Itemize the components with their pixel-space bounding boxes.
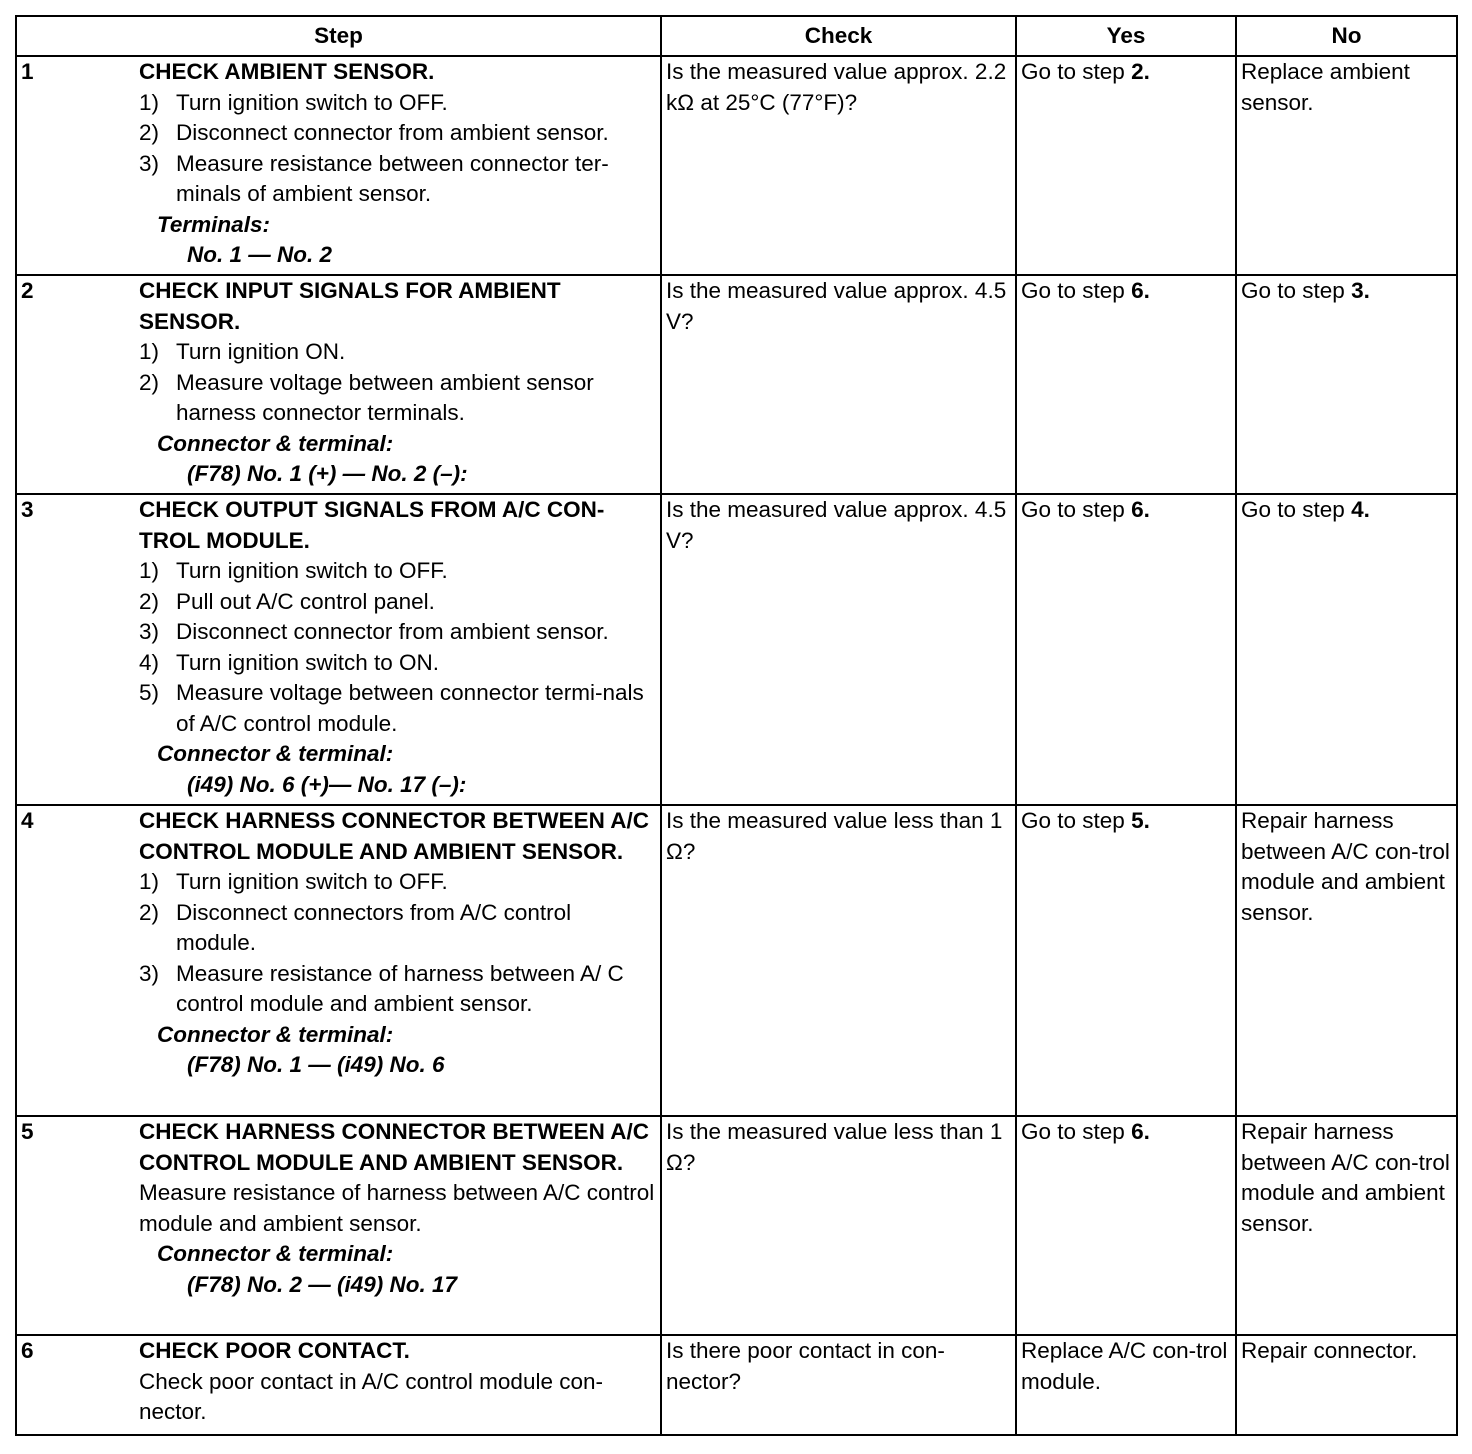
step-cell — [16, 494, 661, 805]
substep-item — [139, 867, 657, 898]
substep-number: 1) — [139, 558, 160, 583]
step-title: CHECK AMBIENT SENSOR. — [139, 59, 435, 84]
substep-number: 2) — [139, 369, 160, 395]
step-number: 5 — [21, 1119, 34, 1144]
yes-cell — [1016, 1335, 1236, 1435]
header-row — [16, 16, 1457, 56]
substep-item — [139, 959, 657, 1020]
terminal-value: (F78) No. 1 (+) — No. 2 (–): — [187, 461, 468, 486]
table-row — [16, 494, 1457, 805]
substep-item — [139, 368, 657, 429]
no-cell — [1236, 1116, 1457, 1335]
substep-number: 4) — [139, 649, 160, 675]
substep-text: Turn ignition ON. — [176, 339, 346, 364]
terminal-label: Connector & terminal: — [157, 430, 394, 456]
header-yes: Yes — [1016, 16, 1236, 56]
step-cell — [16, 1335, 661, 1435]
substep-number: 2) — [139, 120, 160, 145]
terminal-label: Connector & terminal: — [157, 1241, 394, 1266]
step-body — [139, 276, 657, 490]
step-body — [139, 1336, 657, 1428]
substep-list — [139, 556, 657, 739]
no-text: Repair harness between A/C con-trol module and ambient sensor. — [1241, 808, 1450, 925]
step-cell — [16, 1116, 661, 1335]
yes-step-number: 2. — [1131, 59, 1150, 84]
substep-text: Turn ignition switch to OFF. — [176, 89, 448, 115]
yes-cell — [1016, 805, 1236, 1116]
table-row — [16, 56, 1457, 275]
substep-text: Turn ignition switch to OFF. — [176, 558, 448, 583]
substep-text: Measure resistance of harness between A/ C control module and ambient sensor. — [176, 960, 624, 1016]
yes-cell — [1016, 494, 1236, 805]
header-check: Check — [661, 16, 1016, 56]
substep-text: Disconnect connector from ambient sensor. — [176, 120, 609, 145]
substep-number: 1) — [139, 339, 160, 364]
terminal-value: No. 1 — No. 2 — [187, 242, 333, 267]
yes-text: Go to step — [1021, 808, 1132, 833]
step-title: CHECK HARNESS CONNECTOR BETWEEN A/C CONTROL MODULE AND AMBIENT SENSOR. — [139, 1119, 650, 1175]
no-step-number: 3. — [1351, 278, 1370, 303]
substep-number: 2) — [139, 899, 160, 925]
substep-text: Turn ignition switch to ON. — [176, 649, 440, 675]
header-no: No — [1236, 16, 1457, 56]
terminal-label: Terminals: — [157, 211, 270, 237]
no-cell — [1236, 56, 1457, 275]
no-cell — [1236, 494, 1457, 805]
yes-cell — [1016, 56, 1236, 275]
substep-item — [139, 587, 657, 618]
yes-text: Go to step — [1021, 1119, 1132, 1144]
table-row — [16, 1116, 1457, 1335]
substep-list — [139, 867, 657, 1020]
check-cell: Is the measured value approx. 4.5 V? — [661, 494, 1016, 805]
terminal-label: Connector & terminal: — [157, 741, 394, 766]
substep-number: 3) — [139, 960, 160, 986]
no-text: Repair harness between A/C con-trol module and ambient sensor. — [1241, 1119, 1450, 1236]
yes-text: Go to step — [1021, 59, 1132, 84]
step-number: 3 — [21, 497, 34, 522]
substep-number: 3) — [139, 150, 160, 176]
terminal-label: Connector & terminal: — [157, 1021, 394, 1047]
substep-item — [139, 556, 657, 587]
terminal-value: (F78) No. 1 — (i49) No. 6 — [187, 1052, 445, 1077]
step-cell — [16, 56, 661, 275]
substep-number: 1) — [139, 869, 160, 894]
no-text: Repair connector. — [1241, 1338, 1418, 1363]
yes-text: Go to step — [1021, 497, 1132, 522]
step-instruction: Measure resistance of harness between A/C control module and ambient sensor. — [139, 1180, 655, 1236]
substep-item — [139, 898, 657, 959]
step-body — [139, 806, 657, 1081]
step-instruction: Check poor contact in A/C control module con-nector. — [139, 1368, 603, 1424]
substep-text: Measure resistance between connector ter-minals of ambient sensor. — [176, 150, 609, 206]
substep-text: Disconnect connectors from A/C control module. — [176, 899, 572, 955]
yes-cell — [1016, 275, 1236, 494]
step-cell — [16, 805, 661, 1116]
step-body — [139, 57, 657, 271]
substep-number: 1) — [139, 89, 160, 115]
check-cell: Is there poor contact in con-nector? — [661, 1335, 1016, 1435]
step-number: 6 — [21, 1338, 34, 1363]
no-step-number: 4. — [1351, 497, 1370, 522]
step-body — [139, 1117, 657, 1300]
terminal-value: (F78) No. 2 — (i49) No. 17 — [187, 1271, 458, 1297]
step-number: 1 — [21, 59, 34, 84]
no-text: Go to step — [1241, 497, 1352, 522]
substep-text: Turn ignition switch to OFF. — [176, 869, 448, 894]
substep-number: 5) — [139, 680, 160, 705]
no-cell — [1236, 275, 1457, 494]
substep-item — [139, 88, 657, 119]
step-number: 2 — [21, 278, 34, 303]
substep-item — [139, 337, 657, 368]
step-body — [139, 495, 657, 800]
no-cell — [1236, 805, 1457, 1116]
substep-number: 2) — [139, 588, 160, 614]
substep-item — [139, 678, 657, 739]
substep-text: Measure voltage between connector termi-nals of A/C control module. — [176, 680, 644, 736]
substep-text: Measure voltage between ambient sensor harness connector terminals. — [176, 369, 594, 425]
step-title: CHECK INPUT SIGNALS FOR AMBIENT SENSOR. — [139, 278, 561, 334]
terminal-value: (i49) No. 6 (+)— No. 17 (–): — [187, 771, 467, 797]
table-row — [16, 1335, 1457, 1435]
substep-item — [139, 648, 657, 679]
yes-text: Go to step — [1021, 278, 1132, 303]
substep-text: Pull out A/C control panel. — [176, 588, 435, 614]
step-cell — [16, 275, 661, 494]
substep-text: Disconnect connector from ambient sensor. — [176, 619, 609, 644]
substep-item — [139, 118, 657, 149]
no-text: Go to step — [1241, 278, 1352, 303]
step-title: CHECK POOR CONTACT. — [139, 1338, 410, 1363]
step-title: CHECK HARNESS CONNECTOR BETWEEN A/C CONTROL MODULE AND AMBIENT SENSOR. — [139, 808, 650, 864]
check-cell: Is the measured value less than 1 Ω? — [661, 1116, 1016, 1335]
substep-item — [139, 617, 657, 648]
yes-cell — [1016, 1116, 1236, 1335]
yes-step-number: 6. — [1131, 497, 1150, 522]
substep-item — [139, 149, 657, 210]
no-cell — [1236, 1335, 1457, 1435]
yes-text: Replace A/C con-trol module. — [1021, 1338, 1228, 1394]
no-text: Replace ambient sensor. — [1241, 59, 1410, 115]
yes-step-number: 5. — [1131, 808, 1150, 833]
check-cell: Is the measured value less than 1 Ω? — [661, 805, 1016, 1116]
yes-step-number: 6. — [1131, 278, 1150, 303]
check-cell: Is the measured value approx. 4.5 V? — [661, 275, 1016, 494]
table-row — [16, 805, 1457, 1116]
substep-number: 3) — [139, 619, 160, 644]
check-cell: Is the measured value approx. 2.2 kΩ at 25°C (77°F)? — [661, 56, 1016, 275]
table-row — [16, 275, 1457, 494]
substep-list — [139, 337, 657, 429]
step-title: CHECK OUTPUT SIGNALS FROM A/C CON-TROL MODULE. — [139, 497, 605, 553]
yes-step-number: 6. — [1131, 1119, 1150, 1144]
step-number: 4 — [21, 808, 34, 833]
header-step: Step — [16, 16, 661, 56]
diagnostic-table — [15, 15, 1458, 1436]
substep-list — [139, 88, 657, 210]
